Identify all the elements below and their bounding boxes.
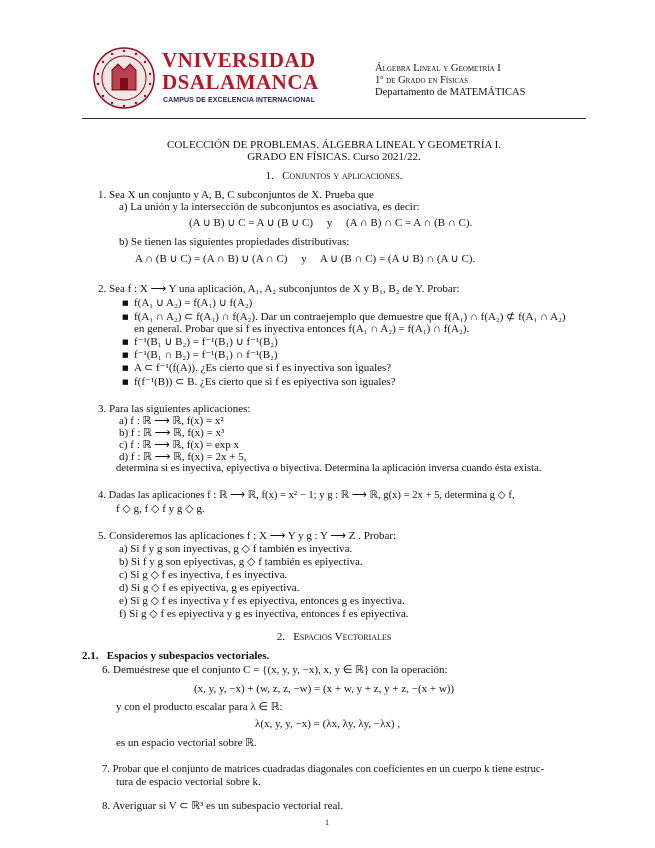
section-title: Conjuntos y aplicaciones. [282,170,403,182]
problem-4-line-1: 4. Dadas las aplicaciones f : ℝ ⟶ ℝ, f(x) = x² − 1; y g : ℝ ⟶ ℝ, g(x) = 2x + 5, determina g ◇ f, [98,490,515,501]
problem-2-item: f⁻¹(B₁ ∪ B₂) = f⁻¹(B₁) ∪ f⁻¹(B₂) [134,336,278,348]
bullet: ■ [122,338,129,346]
problem-3-intro: 3. Para las siguientes aplicaciones: [98,403,251,415]
problem-1a-formula: (A ∪ B) ∪ C = A ∪ (B ∪ C) y (A ∩ B) ∩ C = A ∩ (B ∩ C). [189,217,473,229]
problem-8-line-1: 8. Averiguar si V ⊂ ℝ³ es un subespacio vectorial real. [102,800,344,812]
problem-4-line-2: f ◇ g, f ◇ f y g ◇ g. [116,503,205,515]
title-line-1: COLECCIÓN DE PROBLEMAS. ÁLGEBRA LINEAL Y GEOMETRÍA I. [167,139,501,151]
department-name: Departamento de MATEMÁTICAS [375,87,526,98]
problem-2-item-cont: en general. Probar que si f es inyectiva entonces f(A₁ ∩ A₂) = f(A₁) ∩ f(A₂). [134,323,470,335]
subsection-number: 2.1. [82,650,99,662]
problem-5-item: d) Si g ◇ f es epiyectiva, g es epiyectiva. [119,582,300,594]
university-logo [92,46,319,112]
problem-5-item: c) Si g ◇ f es inyectiva, f es inyectiva. [119,569,288,581]
problem-2-intro: 2. Sea f : X ⟶ Y una aplicación, A₁, A₂ subconjuntos de X y B₁, B₂ de Y. Probar: [98,283,460,295]
section-1-heading [82,170,586,182]
bullet: ■ [122,378,129,386]
bullet: ■ [122,351,129,359]
section-number: 2. [276,631,285,643]
problem-6-mid: y con el producto escalar para λ ∈ ℝ: [116,701,283,713]
degree-name: 1º de Grado en Físicas [375,75,469,86]
problem-6-formula-1: (x, y, y, −x) + (w, z, z, −w) = (x + w, y + z, y + z, −(x + w)) [194,683,455,695]
bullet: ■ [122,299,129,307]
logo-line-1: VNIVERSIDAD [162,48,316,72]
header-rule [82,118,586,119]
problem-1-intro: 1. Sea X un conjunto y A, B, C subconjuntos de X. Prueba que [98,189,374,201]
problem-7-line-2: tura de espacio vectorial sobre k. [116,776,261,788]
problem-3-item: d) f : ℝ ⟶ ℝ, f(x) = 2x + 5, [119,451,247,463]
page-number: 1 [325,818,329,827]
problem-3-item: a) f : ℝ ⟶ ℝ, f(x) = x² [119,415,224,427]
logo-line-2: DSALAMANCA [162,70,319,94]
bullet: ■ [122,364,129,372]
section-2-heading [82,631,586,643]
problem-5-intro: 5. Consideremos las aplicaciones f : X ⟶ Y y g : Y ⟶ Z . Probar: [98,530,397,542]
problem-2-item: f⁻¹(B₁ ∩ B₂) = f⁻¹(B₁) ∩ f⁻¹(B₂) [134,349,278,361]
problem-1b-formula: A ∩ (B ∪ C) = (A ∩ B) ∪ (A ∩ C) y A ∪ (B ∩ C) = (A ∪ B) ∩ (A ∪ C). [135,253,476,265]
university-seal-icon [92,46,156,110]
subsection-title: Espacios y subespacios vectoriales. [106,650,270,662]
problem-5-item: a) Si f y g son inyectivas, g ◇ f también es inyectiva. [119,543,353,555]
section-number: 1. [265,170,274,182]
subsection-2-1-heading [82,650,269,662]
problem-1a-text: a) La unión y la intersección de subconjuntos es asociativa, es decir: [119,201,420,213]
problem-2-item: f(f⁻¹(B)) ⊂ B. ¿Es cierto que si f es epiyectiva son iguales? [134,376,396,388]
problem-7-line-1: 7. Probar que el conjunto de matrices cuadradas diagonales con coeficientes en un cuerpo k tiene estruc- [102,764,545,775]
problem-3-item: c) f : ℝ ⟶ ℝ, f(x) = exp x [119,439,240,451]
problem-2-item: A ⊂ f⁻¹(f(A)). ¿Es cierto que si f es inyectiva son iguales? [134,362,392,374]
problem-6-outro: es un espacio vectorial sobre ℝ. [116,737,257,749]
problem-6-intro: 6. Demuéstrese que el conjunto C = {(x, y, y, −x), x, y ∈ ℝ} con la operación: [102,664,448,676]
course-name: Álgebra Lineal y Geometría I [375,63,501,74]
problem-5-item: b) Si f y g son epiyectivas, g ◇ f también es epiyectiva. [119,556,363,568]
problem-2-item: f(A₁ ∩ A₂) ⊂ f(A₁) ∩ f(A₂). Dar un contraejemplo que demuestre que f(A₁) ∩ f(A₂) ⊄ f(A₁ ∩ A₂) [134,311,566,323]
problem-5-item: e) Si g ◇ f es inyectiva y f es epiyectiva, entonces g es inyectiva. [119,595,405,607]
logo-campus: CAMPUS DE EXCELENCIA INTERNACIONAL [163,97,316,104]
problem-1b-text: b) Se tienen las siguientes propiedades distributivas: [119,236,350,248]
course-header [375,63,525,99]
title-line-2: GRADO EN FÍSICAS. Curso 2021/22. [247,151,421,163]
bullet: ■ [122,313,129,321]
section-title: Espacios Vectoriales [293,631,392,643]
problem-5-item: f) Si g ◇ f es epiyectiva y g es inyectiva, entonces f es epiyectiva. [119,608,409,620]
problem-3-outro: determina si es inyectiva, epiyectiva o biyectiva. Determina la aplicación inversa cuando ésta exista. [116,463,542,474]
problem-2-item: f(A₁ ∪ A₂) = f(A₁) ∪ f(A₂) [134,297,253,309]
problem-3-item: b) f : ℝ ⟶ ℝ, f(x) = x³ [119,427,225,439]
problem-6-formula-2: λ(x, y, y, −x) = (λx, λy, λy, −λx) , [255,718,401,730]
